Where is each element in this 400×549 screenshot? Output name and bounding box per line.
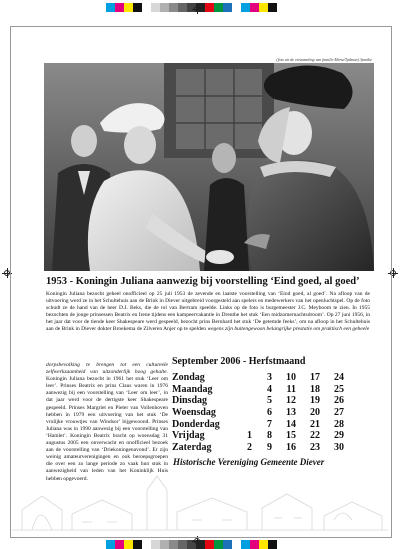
print-color-swatch [133, 3, 142, 12]
village-sketch-illustration [12, 470, 388, 534]
print-color-swatch [160, 540, 169, 549]
print-color-swatch [250, 540, 259, 549]
photo-credit: (foto uit de verzameling van familie Mertz/Tydman) /familie [276, 57, 372, 62]
calendar-date: 18 [310, 383, 320, 395]
calendar-day-name: Zaterdag [172, 442, 212, 454]
print-color-swatch [241, 3, 250, 12]
calendar-date: 29 [334, 430, 344, 442]
calendar-date: 20 [310, 407, 320, 419]
calendar-date: 17 [310, 372, 320, 383]
calendar-date: 25 [334, 383, 344, 395]
print-color-swatch [142, 540, 151, 549]
print-color-swatch [178, 540, 187, 549]
print-color-swatch [241, 540, 250, 549]
print-color-swatch [133, 540, 142, 549]
print-color-swatch [160, 3, 169, 12]
calendar-title: September 2006 - Herfstmaand [172, 356, 306, 367]
print-color-swatch [259, 540, 268, 549]
article-quote-continued: dorpsbevolking te brengen tot een cultureele zelfwerkzaamheid van uitzonderlijk hoog gehalte. [46, 362, 168, 376]
calendar-date: 24 [334, 372, 344, 383]
calendar-day-name: Vrijdag [172, 430, 205, 442]
print-color-swatch [178, 3, 187, 12]
print-color-swatch [232, 3, 241, 12]
calendar-date: 11 [286, 383, 296, 395]
print-color-swatch [142, 3, 151, 12]
calendar-date: 26 [334, 395, 344, 407]
calendar-date: 23 [310, 442, 320, 454]
print-color-swatch [115, 540, 124, 549]
calendar-date: 3 [267, 372, 272, 383]
registration-mark-icon [192, 4, 202, 14]
society-name: Historische Vereniging Gemeente Diever [173, 457, 325, 467]
print-color-swatch [223, 3, 232, 12]
print-color-swatch [205, 3, 214, 12]
print-color-swatch [259, 3, 268, 12]
calendar-date: 6 [267, 407, 272, 419]
calendar-date: 16 [286, 442, 296, 454]
calendar-date: 2 [247, 442, 252, 454]
print-color-swatch [115, 3, 124, 12]
print-color-swatch [223, 540, 232, 549]
photo-illustration [44, 63, 374, 271]
calendar-date: 22 [310, 430, 320, 442]
calendar-date: 27 [334, 407, 344, 419]
calendar-day-name: Zondag [172, 372, 205, 383]
print-color-swatch [169, 3, 178, 12]
print-color-swatch [268, 540, 277, 549]
calendar-date: 13 [286, 407, 296, 419]
calendar-date: 19 [310, 395, 320, 407]
calendar-date: 10 [286, 372, 296, 383]
calendar-date: 1 [247, 430, 252, 442]
calendar-day-name: Dinsdag [172, 395, 208, 407]
calendar-date: 14 [286, 418, 296, 430]
calendar-date: 5 [267, 395, 272, 407]
calendar-day-name: Donderdag [172, 418, 220, 430]
calendar-date: 30 [334, 442, 344, 454]
article-paragraph: Koningin Juliana bezocht geheel onofficieel op 25 juli 1953 de zevende en laatste voorstelling van ‘Eind goed, al goed’. Na afloop van de uitvoering werd ze in het Schultehuis aan de Brink in Diever uitgebreid voorgesteld aan spelers en medewerkers van het openluchtspel. Op de foto schudt ze de hand van de heer D.J. Beks, die de rol van Bertram speelde. Links op de foto is burgemeester J.C. Meyboom te zien. In 1955 bezochten de jonge prinsessen Beatrix en Irene tijdens een kampeervakantie in Drenthe het stuk ‘Een midzomernachtsdroom’. Op 27 juni 1956, in het jaar dat voor de tiende keer Shakespeare werd gespeeld, bezocht prins Bernhard het stuk ‘De getemde feeks’, om na afloop in het Schultehuis aan de Brink in Diever dokter Broekema de Zilveren Anjer op te spelden [46, 291, 370, 333]
article-body [46, 291, 370, 334]
print-color-swatch [250, 3, 259, 12]
print-color-swatch [151, 3, 160, 12]
print-color-swatch [151, 540, 160, 549]
article-paragraph-continued: Koningin Juliana bezocht in 1961 het stuk ‘Leer om leer’. Prinses Beatrix en prins Claus waren in 1976 aanwezig bij een voorstelling van ‘Leer om leer’, in dat jaar werd voor de dertigste keer Shakespeare gespeeld. Prinses Margriet en Pieter van Vollenhoven hebben in 1979 een uitvoering van het stuk ‘De vrolijke vrouwtjes van Windsor’ bijgewoond. Prinses Juliana was in 1990 aanwezig bij een voorstelling van ‘Hamlet’. Koningin Beatrix bracht op woensdag 31 augustus 2005 een onverwacht en onofficieel bezoek aan de voorstelling van ‘Driekoningenavond’. Er zijn weinig amateurverenigingen en ook beroepsgroepen die over een zo lange periode zo vaak hun stuk in aanwezigheid van leden van het Koninklijk Huis hebben opgevoerd. [46, 376, 168, 482]
print-color-swatch [106, 540, 115, 549]
print-color-swatch [214, 540, 223, 549]
print-color-swatch [214, 3, 223, 12]
calendar-day-name: Maandag [172, 383, 213, 395]
calendar-date: 21 [310, 418, 320, 430]
article-quote: wegens zijn buitengewoon belangrijke prestatie om praktisch een geheele [207, 326, 370, 333]
print-color-swatch [106, 3, 115, 12]
print-color-swatch [124, 540, 133, 549]
calendar-date: 28 [334, 418, 344, 430]
calendar-date: 9 [267, 442, 272, 454]
calendar-date: 15 [286, 430, 296, 442]
calendar-date: 7 [267, 418, 272, 430]
calendar-date: 8 [267, 430, 272, 442]
print-color-swatch [268, 3, 277, 12]
article-left-column [46, 362, 168, 483]
calendar-date: 12 [286, 395, 296, 407]
historic-photo [44, 63, 374, 271]
print-color-swatch [169, 540, 178, 549]
calendar-day-name: Woensdag [172, 407, 216, 419]
calendar-date: 4 [267, 383, 272, 395]
print-color-swatch [232, 540, 241, 549]
print-color-swatch [205, 540, 214, 549]
print-color-swatch [124, 3, 133, 12]
article-title: 1953 - Koningin Juliana aanwezig bij voorstelling ‘Eind goed, al goed’ [46, 276, 360, 287]
